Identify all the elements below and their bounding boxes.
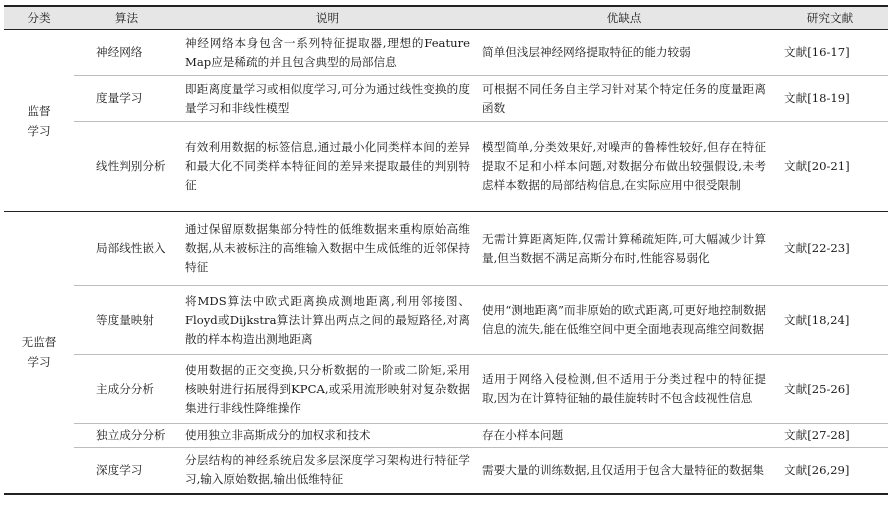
header-category: 分类: [4, 6, 74, 30]
category-supervised-line1: 监督: [27, 103, 51, 118]
description-cell: 使用独立非高斯成分的加权求和技术: [179, 424, 476, 448]
algorithm-cell: 神经网络: [74, 30, 179, 76]
category-supervised: [4, 30, 74, 212]
algorithm-cell: 主成分分析: [74, 355, 179, 424]
table-row: [4, 212, 888, 286]
pros-cons-cell: 无需计算距离矩阵,仅需计算稀疏矩阵,可大幅减少计算量,但当数据不满足高斯分布时,性能容易弱化: [476, 212, 772, 286]
algorithm-cell: 局部线性嵌入: [74, 212, 179, 286]
table-row: [4, 30, 888, 76]
table-row: [4, 76, 888, 122]
header-row: [4, 6, 888, 30]
description-cell: 分层结构的神经系统启发多层深度学习架构进行特征学习,输入原始数据,输出低维特征: [179, 448, 476, 494]
description-cell: 即距离度量学习或相似度学习,可分为通过线性变换的度量学习和非线性模型: [179, 76, 476, 122]
header-reference: 研究文献: [772, 6, 888, 30]
table-row: [4, 355, 888, 424]
description-cell: 神经网络本身包含一系列特征提取器,理想的Feature Map应是稀疏的并且包含典型的局部信息: [179, 30, 476, 76]
algorithm-cell: 独立成分分析: [74, 424, 179, 448]
header-description: 说明: [179, 6, 476, 30]
table-row: [4, 424, 888, 448]
table-row: [4, 448, 888, 494]
reference-cell: 文献[16-17]: [772, 30, 888, 76]
description-cell: 使用数据的正交变换,只分析数据的一阶或二阶矩,采用核映射进行拓展得到KPCA,或采用流形映射对复杂数据集进行非线性降维操作: [179, 355, 476, 424]
description-cell: 将MDS算法中欧式距离换成测地距离,利用邻接图、Floyd或Dijkstra算法计算出两点之间的最短路径,对离散的样本构造出测地距离: [179, 286, 476, 355]
reference-cell: 文献[22-23]: [772, 212, 888, 286]
reference-cell: 文献[26,29]: [772, 448, 888, 494]
pros-cons-cell: 使用“测地距离”而非原始的欧式距离,可更好地控制数据信息的流失,能在低维空间中更全面地表现高维空间数据: [476, 286, 772, 355]
reference-cell: 文献[27-28]: [772, 424, 888, 448]
algorithm-cell: 深度学习: [74, 448, 179, 494]
algorithm-cell: 线性判别分析: [74, 122, 179, 212]
description-cell: 通过保留原数据集部分特性的低维数据来重构原始高维数据,从未被标注的高维输入数据中生成低维的近邻保持特征: [179, 212, 476, 286]
reference-cell: 文献[18-19]: [772, 76, 888, 122]
reference-cell: 文献[18,24]: [772, 286, 888, 355]
category-unsupervised-line1: 无监督: [21, 335, 57, 350]
pros-cons-cell: 简单但浅层神经网络提取特征的能力较弱: [476, 30, 772, 76]
category-unsupervised-line2: 学习: [27, 355, 51, 370]
pros-cons-cell: 需要大量的训练数据,且仅适用于包含大量特征的数据集: [476, 448, 772, 494]
algorithm-cell: 度量学习: [74, 76, 179, 122]
pros-cons-cell: 适用于网络入侵检测,但不适用于分类过程中的特征提取,因为在计算特征轴的最佳旋转时不包含歧视性信息: [476, 355, 772, 424]
reference-cell: 文献[20-21]: [772, 122, 888, 212]
header-algorithm: 算法: [74, 6, 179, 30]
comparison-table: [4, 5, 888, 495]
algorithm-cell: 等度量映射: [74, 286, 179, 355]
pros-cons-cell: 可根据不同任务自主学习针对某个特定任务的度量距离函数: [476, 76, 772, 122]
description-cell: 有效利用数据的标签信息,通过最小化同类样本间的差异和最大化不同类样本特征间的差异来提取最佳的判别特征: [179, 122, 476, 212]
category-unsupervised: [4, 212, 74, 494]
category-supervised-line2: 学习: [27, 123, 51, 138]
table-row: [4, 286, 888, 355]
header-pros-cons: 优缺点: [476, 6, 772, 30]
reference-cell: 文献[25-26]: [772, 355, 888, 424]
pros-cons-cell: 模型简单,分类效果好,对噪声的鲁棒性较好,但存在特征提取不足和小样本问题,对数据分布做出较强假设,未考虑样本数据的局部结构信息,在实际应用中很受限制: [476, 122, 772, 212]
table-row: [4, 122, 888, 212]
pros-cons-cell: 存在小样本问题: [476, 424, 772, 448]
